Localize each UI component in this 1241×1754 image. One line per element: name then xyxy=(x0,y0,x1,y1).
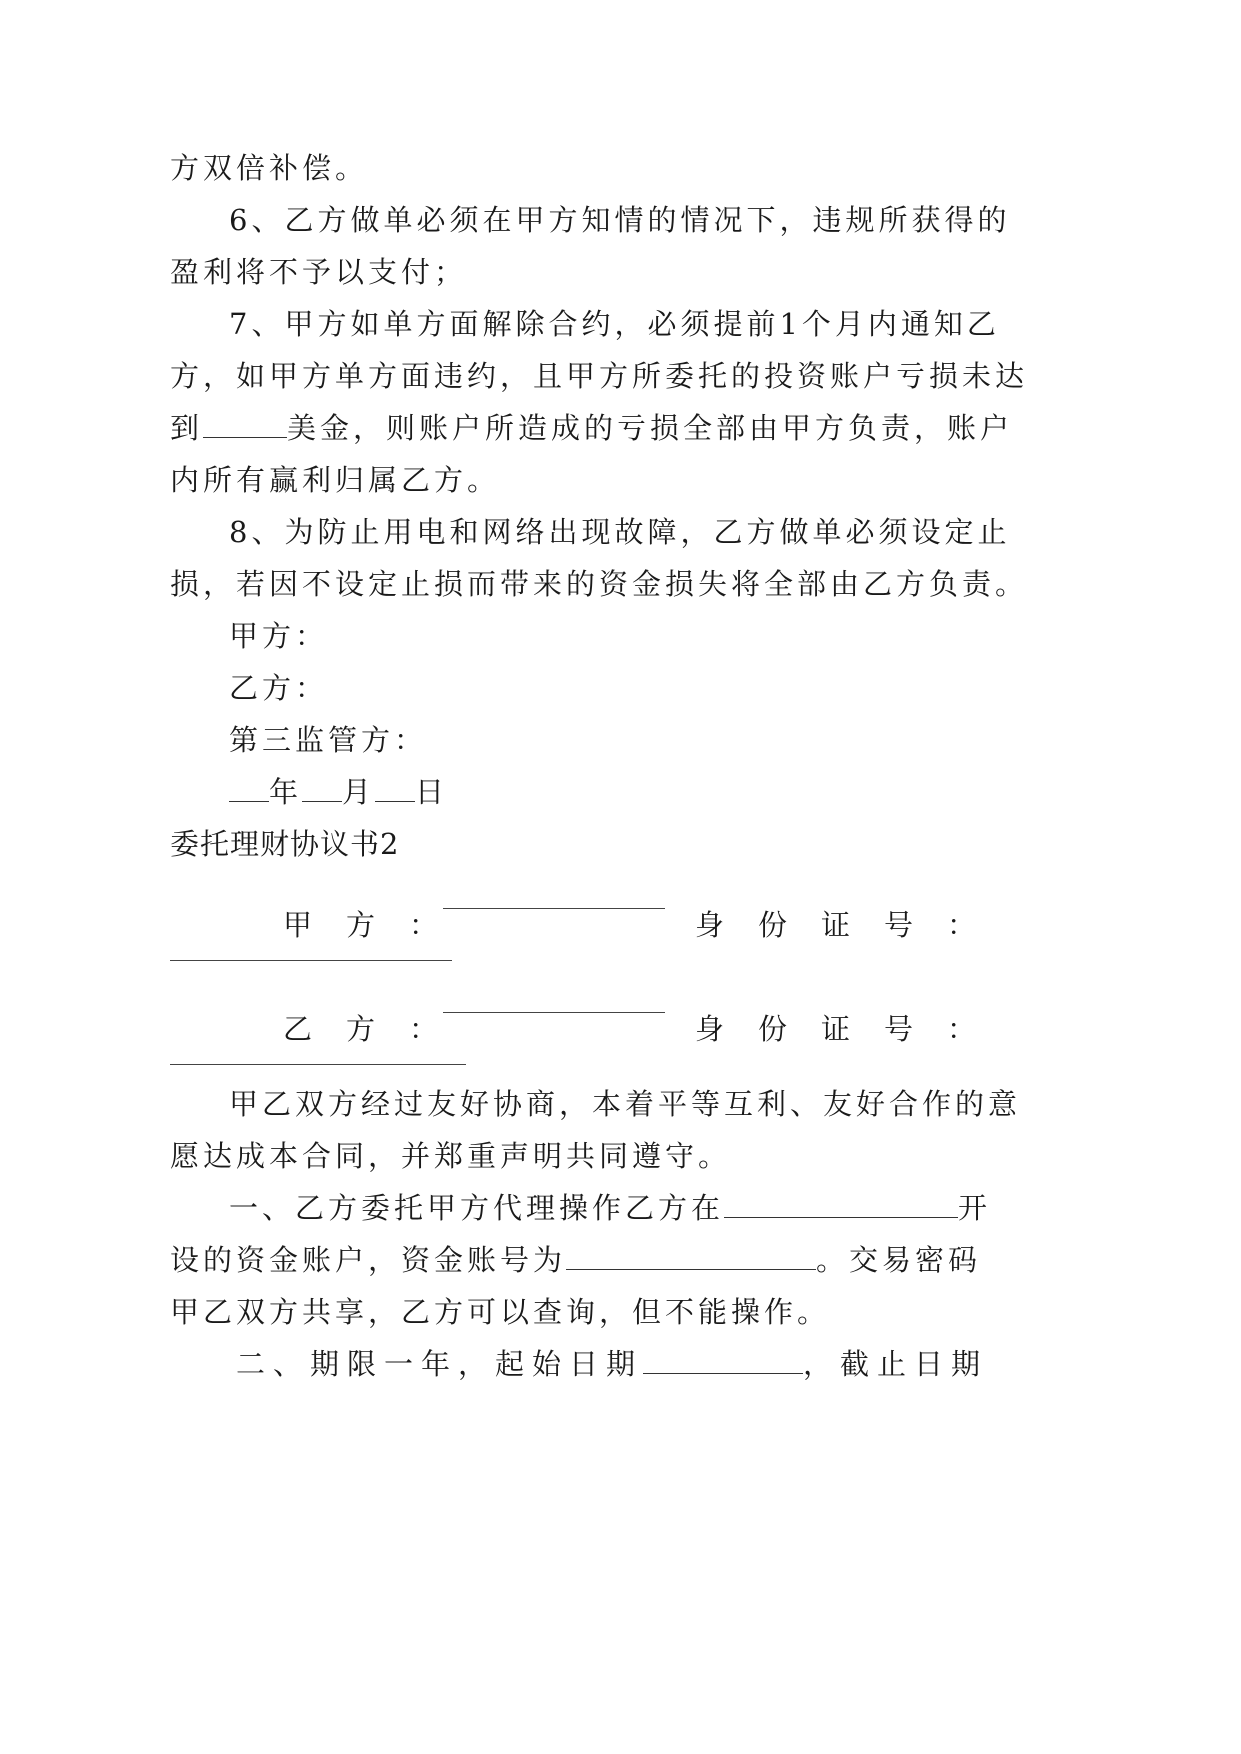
section-title: 委托理财协议书2 xyxy=(170,827,400,861)
clause-7-line-1: 7、甲方如单方面解除合约，必须提前1个月内通知乙 xyxy=(229,307,1000,341)
amount-blank xyxy=(203,413,287,438)
start-date-blank xyxy=(643,1349,803,1374)
paragraph-line: 方双倍补偿。 xyxy=(170,151,369,185)
clause-7-text-a: 到 xyxy=(170,411,204,445)
article-1-text-c: 设的资金账户，资金账号为 xyxy=(170,1243,567,1277)
party-b-label: 乙方： xyxy=(283,1012,473,1046)
party-a-name-blank xyxy=(443,908,665,909)
account-number-blank xyxy=(566,1245,816,1270)
article-1-line-1 xyxy=(229,1188,991,1228)
clause-7-text-b: 美金，则账户所造成的亏损全部由甲方负责，账户 xyxy=(287,411,1014,445)
article-1-text-a: 一、乙方委托甲方代理操作乙方在 xyxy=(229,1191,725,1225)
signature-party-a: 甲方： xyxy=(229,619,329,653)
signature-third-party: 第三监管方： xyxy=(229,723,428,757)
date-year-label: 年 xyxy=(269,775,303,809)
clause-8-line-1: 8、为防止用电和网络出现故障，乙方做单必须设定止 xyxy=(229,515,1011,549)
party-a-label: 甲方： xyxy=(283,908,473,942)
date-day-label: 日 xyxy=(415,775,449,809)
article-1-line-3: 甲乙双方共享，乙方可以查询，但不能操作。 xyxy=(170,1295,831,1329)
year-blank xyxy=(229,777,269,802)
party-b-id-blank xyxy=(170,1064,466,1065)
clause-8-line-2: 损，若因不设定止损而带来的资金损失将全部由乙方负责。 xyxy=(170,567,1029,601)
clause-6-line-2: 盈利将不予以支付； xyxy=(170,255,468,289)
article-2-text-a: 二、期限一年，起始日期 xyxy=(236,1347,644,1381)
clause-7-line-2: 方，如甲方单方面违约，且甲方所委托的投资账户亏损未达 xyxy=(170,359,1029,393)
party-b-name-blank xyxy=(443,1012,665,1013)
date-line xyxy=(229,772,448,812)
signature-party-b: 乙方： xyxy=(229,671,329,705)
date-month-label: 月 xyxy=(342,775,376,809)
clause-7-line-3 xyxy=(170,408,1013,448)
party-a-id-blank xyxy=(170,960,452,961)
article-2-text-b: ，截止日期 xyxy=(803,1347,989,1381)
institution-blank xyxy=(724,1193,958,1218)
month-blank xyxy=(302,777,342,802)
article-1-line-2 xyxy=(170,1240,981,1280)
day-blank xyxy=(375,777,415,802)
preamble-line-1: 甲乙双方经过友好协商，本着平等互利、友好合作的意 xyxy=(229,1087,1022,1121)
article-1-text-b: 开 xyxy=(958,1191,992,1225)
preamble-line-2: 愿达成本合同，并郑重声明共同遵守。 xyxy=(170,1139,732,1173)
party-a-id-label: 身份证号： xyxy=(695,908,1011,942)
article-1-text-d: 。交易密码 xyxy=(816,1243,982,1277)
party-b-id-label: 身份证号： xyxy=(695,1012,1011,1046)
clause-6-line-1: 6、乙方做单必须在甲方知情的情况下，违规所获得的 xyxy=(229,203,1011,237)
clause-7-line-4: 内所有赢利归属乙方。 xyxy=(170,463,501,497)
article-2-line-1 xyxy=(236,1344,988,1384)
